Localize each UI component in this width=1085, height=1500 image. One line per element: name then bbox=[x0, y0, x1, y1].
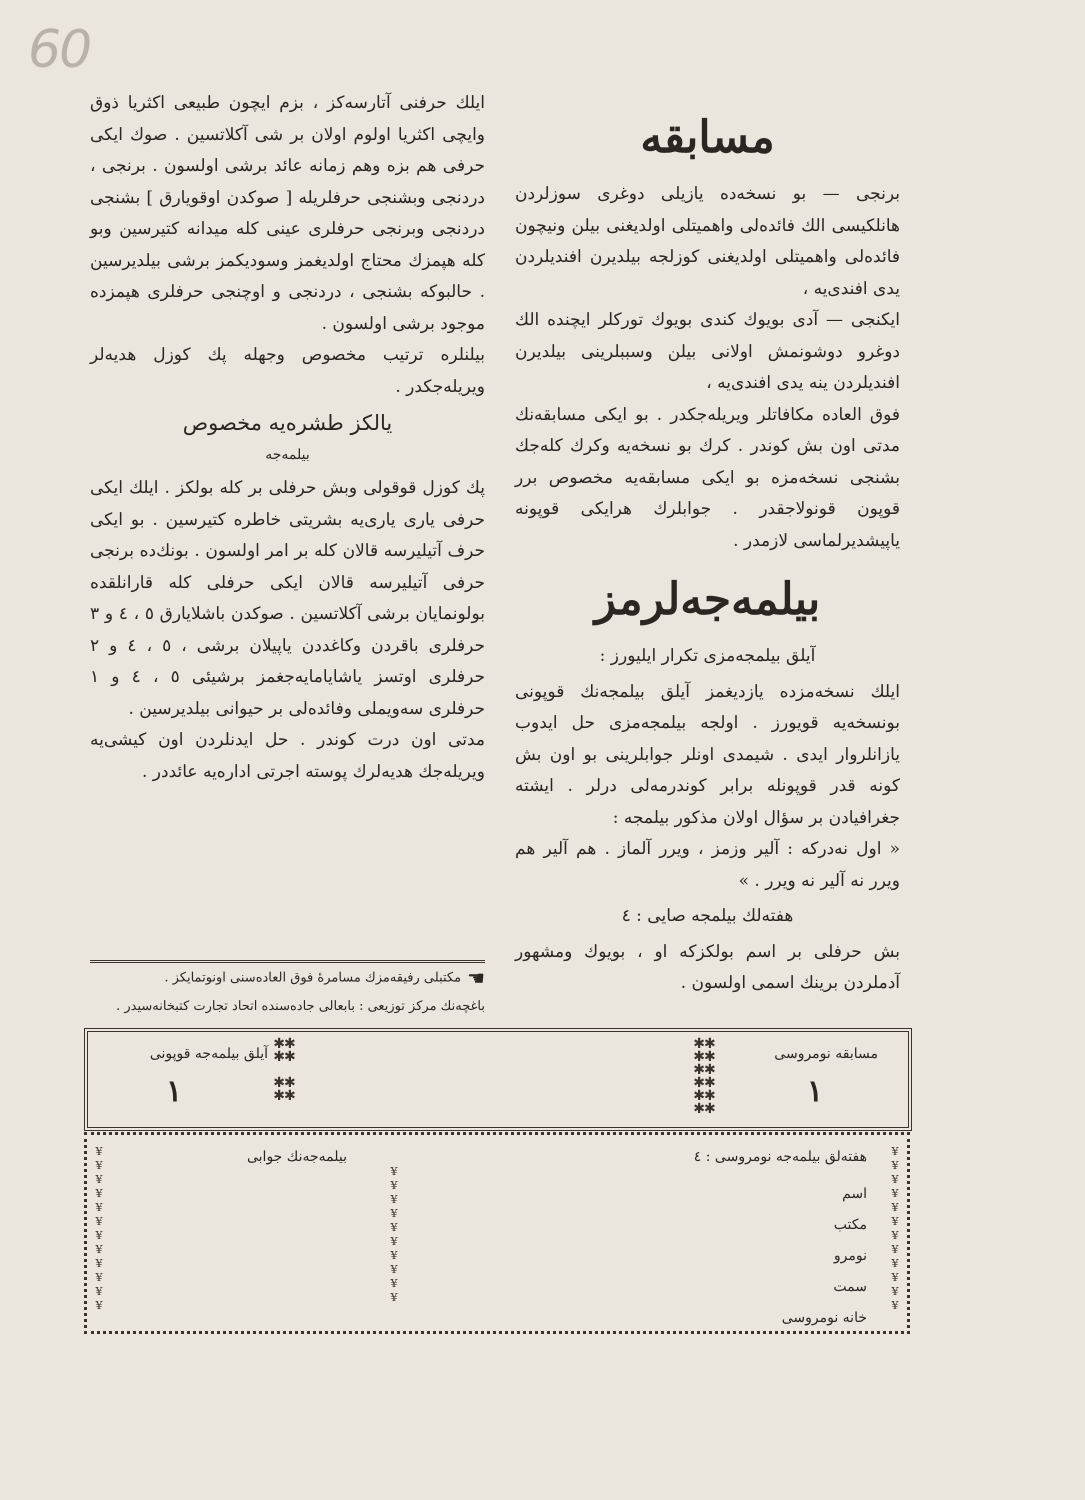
page-number: 60 bbox=[28, 20, 91, 80]
magazine-notice-text: مکتبلی رفیقه‌مزك مسامره‌ٔ فوق العاده‌سنی اونوتمایکز . bbox=[164, 970, 462, 986]
provincial-puzzle-text: پك کوزل قوقولی وبش حرفلی بر کله بولکز . ایلك ایکی حرفی یاری یاری‌یه بشریتی خاطره کتیرسین . بو ایکی حرف آتیلیرسه قالان کله بر امر اولسون . بونك‌ده برنجی حرفی آتیلیرسه قالان ایکی حرفلی کله قارانلقده بولونمایان برشی آکلاتسین . صوکدن باشلایارق ٥ ، ٤ و ٣ حرفلری باقردن وکاغددن یاپیلان برشی ، ٥ ، ٤ و ٢ حرفلری اوتسز یاشایامایه‌جغمز برشیئی ٥ ، ٤ و ١ حرفلری سه‌ویملی وفائده‌لی بر حیوانی بیلدیرسین . bbox=[90, 478, 486, 719]
contest-second-prize: ایکنجی — آدی بویوك کندی بویوك تورکلر ایچنده الك دوغرو دوشونمش اولانی بیلن وسببلرینی بیلدیرن افندیلردن ینه یدی افندی‌یه ، bbox=[515, 310, 900, 393]
monthly-coupon-title: آیلق بیلمه‌جه قوپونی bbox=[149, 1046, 268, 1062]
form-fields bbox=[782, 1179, 867, 1334]
number-field: نومرو bbox=[833, 1248, 867, 1264]
monthly-puzzle-text: ایلك نسخه‌مزده یازدیغمز آیلق بیلمجه‌نك قوپونی بونسخه‌یه قویورز . اولجه بیلمجه‌مزی حل ایدوب یازانلروار ایدی . شیمدی اونلر جوابلرینی بو اون بش کونه قدر قوپونله برابر کوندرمه‌لی درلر . ایشته جغرافیادن بر سؤال اولان مذکور بیلمجه : bbox=[515, 681, 900, 828]
distribution-notice: باغچه‌نك مرکز توزیعی : بابعالی جاده‌سنده اتحاد تجارت کتبخانه‌سیدر . bbox=[116, 999, 485, 1014]
postage-notice: مدتی اون درت کوندر . حل ایدنلردن اون کیشی‌یه ویریله‌جك هدیه‌لرك پوسته اجرتی اداره‌یه عائددر . bbox=[90, 730, 485, 782]
puzzle-clues: ایلك حرفنی آتارسه‌کز ، بزم ایچون طبیعی اکثریا ذوق وایچی اکثریا اولوم اولان بر شی آکلاتسین . صوك ایکی حرفی هم بزه وهم زمانه عائد برشی اولسون . برنجی ، دردنجی وبشنجی حرفلریله [ صوکدن اوقویارق ] بشنجی دردنجی وبرنجی حرفلری عینی کله میدانه کتیرسین وبو کله هپمزك محتاج اولدیغمز وسودیکمز برشی بیلدیرسین . حالبوکه بشنجی ، دردنجی و اوچنجی حرفلری هپمزده موجود برشی اولسون . bbox=[90, 93, 485, 334]
puzzle-label: بیلمه‌جه bbox=[265, 447, 310, 463]
provinces-only-heading: یالکز طشره‌یه مخصوص bbox=[182, 411, 393, 435]
left-column bbox=[90, 88, 485, 788]
contest-coupon-title: مسابقه نومروسی bbox=[774, 1046, 878, 1062]
divider-ornament-icon: ¥ ¥ ¥ ¥ ¥ ¥ ¥ ¥ ¥ ¥ bbox=[390, 1165, 398, 1304]
geography-question: « اول نه‌درکه : آلیر وزمز ، ویرر آلماز . هم آلیر هم ویرر نه آلیر نه ویرر . » bbox=[515, 839, 900, 891]
weekly-number-field: هفته‌لق بیلمه‌جه نومروسی : ٤ bbox=[693, 1149, 867, 1165]
ornament-icon: ✱✱ ✱✱ ✱✱ ✱✱ bbox=[273, 1036, 295, 1104]
puzzles-heading: بیلمه‌جه‌لرمز bbox=[594, 574, 821, 625]
pointing-hand-icon: ☚ bbox=[467, 966, 485, 990]
border-ornament-icon: ¥ ¥ ¥ ¥ ¥ ¥ ¥ ¥ ¥ ¥ ¥ ¥ bbox=[95, 1145, 103, 1312]
right-column bbox=[515, 95, 900, 1000]
border-ornament-icon: ¥ ¥ ¥ ¥ ¥ ¥ ¥ ¥ ¥ ¥ ¥ ¥ bbox=[891, 1145, 899, 1312]
coupon-box bbox=[84, 1028, 912, 1131]
weekly-puzzle-number: هفته‌لك بیلمجه صایی : ٤ bbox=[621, 906, 794, 926]
answer-form bbox=[84, 1132, 910, 1334]
house-number-field: خانه نومروسی bbox=[781, 1310, 867, 1326]
answer-field: بیلمه‌جه‌نك جوابی bbox=[246, 1149, 347, 1165]
ornament-icon: ✱✱ ✱✱ ✱✱ ✱✱ ✱✱ ✱✱ bbox=[693, 1036, 715, 1117]
gift-notice: بیلنلره ترتیب مخصوص وجهله پك کوزل هدیه‌لر ویریله‌جکدر . bbox=[90, 345, 485, 397]
monthly-coupon-number: ١ bbox=[166, 1074, 183, 1109]
monthly-puzzle-repeat: آیلق بیلمجه‌مزی تکرار ایلیورز : bbox=[599, 646, 816, 666]
name-field: اسم bbox=[842, 1186, 867, 1202]
contest-first-prize: برنجی — بو نسخه‌ده یازیلی دوغری سوزلردن هانلکیسی الك فائده‌لی واهمیتلی اولدیغنی بیلن ونیچون فائده‌لی واهمیتلی اولدیغنی کوزلجه بیلدیرن افندیلردن یدی افندی‌یه ، bbox=[515, 184, 900, 299]
district-field: سمت bbox=[833, 1279, 867, 1295]
contest-rules: فوق العاده مکافاتلر ویریله‌جکدر . بو ایکی مسابقه‌نك مدتی اون بش کوندر . کرك بو نسخه‌یه وکرك کله‌جك بشنجی نسخه‌مزه بو ایکی مسابقه‌یه مخصوص برر قوپون قونولاجقدر . جوابلرك هرایکی قوپونه یاپیشدیرلماسی لازمدر . bbox=[515, 404, 900, 551]
contest-heading: مسابقه bbox=[640, 112, 775, 163]
magazine-notice bbox=[90, 960, 485, 990]
weekly-puzzle-text: بش حرفلی بر اسم بولکزکه او ، بویوك ومشهور آدملردن برینك اسمی اولسون . bbox=[515, 941, 900, 993]
school-field: مکتب bbox=[833, 1217, 867, 1233]
contest-coupon-number: ١ bbox=[806, 1074, 823, 1109]
